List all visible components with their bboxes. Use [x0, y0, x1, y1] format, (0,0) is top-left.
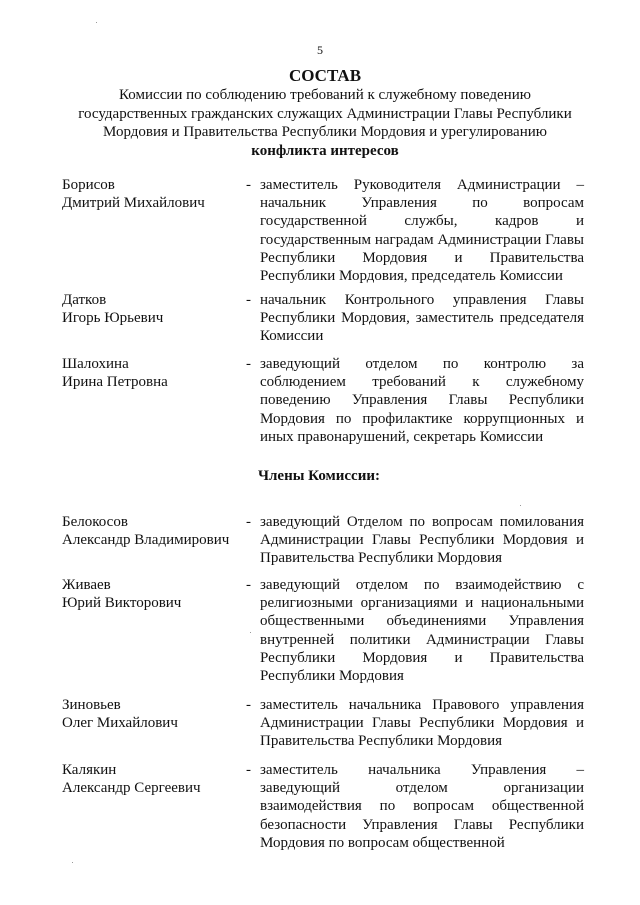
- person-given-names: Дмитрий Михайлович: [62, 195, 205, 211]
- person-role: начальник Контрольного управления Главы Республики Мордовия, заместитель председателя Комиссии: [260, 292, 584, 345]
- person-role: заведующий Отделом по вопросам помилования Администрации Главы Республики Мордовия и Правительства Республики Мордовия: [260, 514, 584, 567]
- person-given-names: Игорь Юрьевич: [62, 310, 164, 326]
- person-role: заведующий отделом по взаимодействию с религиозными организациями и национальными общественными объединениями Управления внутренней политики Администрации Главы Республики Мордовия и Правительства Республики Мордовия: [260, 577, 584, 685]
- person-role: заместитель Руководителя Администрации – начальник Управления по вопросам государственной службы, кадров и государственным наградам Администрации Главы Республики Мордовия и Правительства Республики Мордовия, председатель Комиссии: [260, 177, 584, 285]
- person-name: [62, 355, 247, 391]
- scan-speck: [250, 632, 251, 633]
- subtitle-line: Мордовия и Правительства Республики Мордовия и урегулированию: [103, 124, 547, 140]
- person-surname: Борисов: [62, 177, 115, 193]
- person-surname: Калякин: [62, 762, 117, 778]
- entry-dash: -: [246, 292, 251, 308]
- entry-dash: -: [246, 577, 251, 593]
- person-role: заведующий отделом по контролю за соблюдением требований к служебному поведению Управления Главы Республики Мордовия по профилактике коррупционных и иных правонарушений, секретарь Комиссии: [260, 356, 584, 445]
- person-given-names: Олег Михайлович: [62, 715, 178, 731]
- person-given-names: Ирина Петровна: [62, 374, 168, 390]
- subtitle-line: конфликта интересов: [251, 142, 399, 159]
- person-name: [62, 513, 247, 549]
- person-surname: Датков: [62, 292, 107, 308]
- person-name: [62, 696, 247, 732]
- entry-dash: -: [246, 177, 251, 193]
- person-surname: Белокосов: [62, 514, 128, 530]
- person-name: [62, 576, 247, 612]
- entry-dash: -: [246, 697, 251, 713]
- person-name: [62, 761, 247, 797]
- scan-speck: [96, 22, 97, 23]
- members-heading: Члены Комиссии:: [258, 468, 380, 484]
- person-surname: Шалохина: [62, 356, 129, 372]
- entry-dash: -: [246, 356, 251, 372]
- person-role: заместитель начальника Управления – заведующий отделом организации взаимодействия по вопросам общественной безопасности Управления Главы Республики Мордовия по вопросам общественной: [260, 762, 584, 851]
- person-given-names: Юрий Викторович: [62, 595, 182, 611]
- entry-dash: -: [246, 762, 251, 778]
- document-subtitle: [60, 86, 590, 160]
- person-surname: Живаев: [62, 577, 111, 593]
- person-role: заместитель начальника Правового управления Администрации Главы Республики Мордовия и Правительства Республики Мордовия: [260, 697, 584, 750]
- person-surname: Зиновьев: [62, 697, 121, 713]
- page-number: 5: [317, 43, 323, 57]
- person-given-names: Александр Сергеевич: [62, 780, 201, 796]
- entry-dash: -: [246, 514, 251, 530]
- person-name: [62, 291, 247, 327]
- document-title: СОСТАВ: [288, 66, 362, 85]
- scan-speck: [72, 862, 73, 863]
- person-given-names: Александр Владимирович: [62, 532, 230, 548]
- person-name: [62, 176, 247, 212]
- subtitle-line: Комиссии по соблюдению требований к служебному поведению: [119, 87, 531, 103]
- subtitle-line: государственных гражданских служащих Администрации Главы Республики: [78, 105, 572, 122]
- scan-speck: [520, 505, 521, 506]
